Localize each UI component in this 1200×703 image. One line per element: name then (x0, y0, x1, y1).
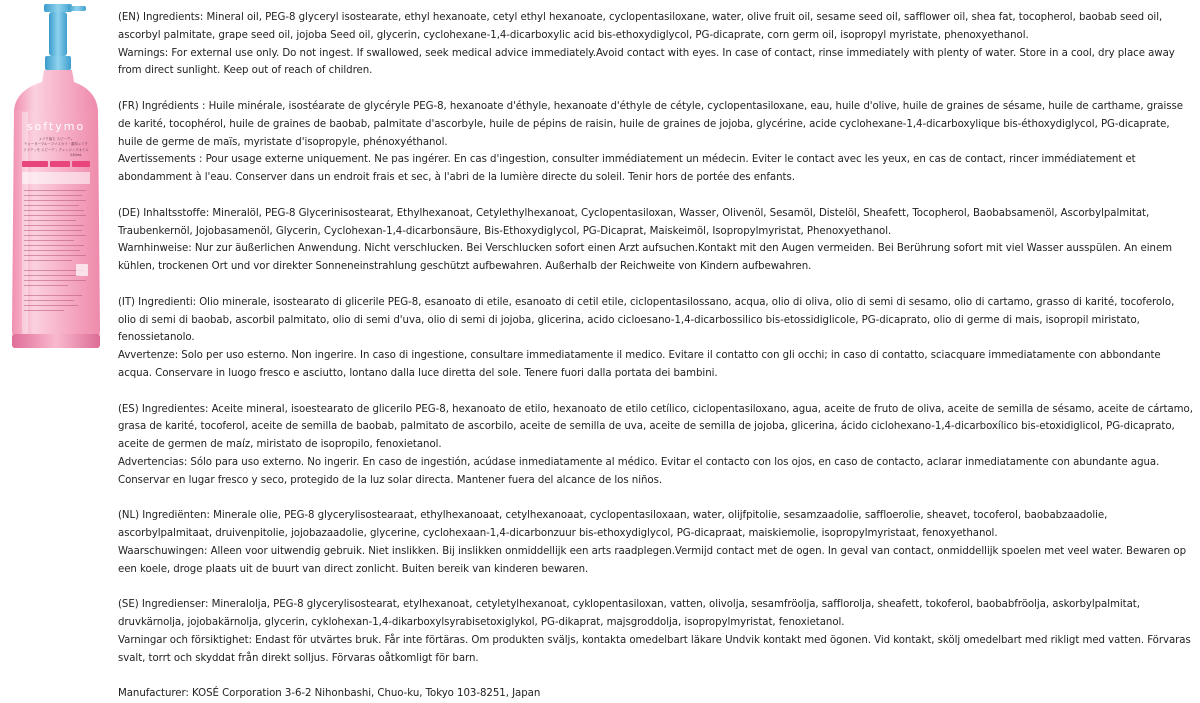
ingredients-en: (EN) Ingredients: Mineral oil, PEG-8 glyceryl isostearate, ethyl hexanoate, cetyl ethyl hexanoate, cyclopentasiloxane, water, olive fruit oil, sesame seed oil, safflower oil, shea fat, tocopherol, baobab seed oil, ascorbyl palmitate, grape seed oil, jojoba Seed oil, glycerin, cyclohexane-1,4-dicarboxylic acid bis-ethoxydiglycol, PG-dicaprate, corn germ oil, isopropyl myristate, phenoxyethanol. (118, 12, 1163, 41)
warnings-nl: Waarschuwingen: Alleen voor uitwendig gebruik. Niet inslikken. Bij inslikken onmiddellijk een arts raadplegen.Vermijd contact met de ogen. In geval van contact, onmiddellijk spoelen met veel water. Bewaren op een koele, droge plaats uit de buurt van direct zonlicht. Buiten bereik van kinderen bewaren. (118, 545, 1187, 575)
label-jp-line-3: ソフティモ スピーディ クレンジングオイル (23, 148, 89, 152)
product-info-text (118, 9, 1194, 703)
ingredients-de: (DE) Inhaltsstoffe: Mineralöl, PEG-8 Glycerinisostearat, Ethylhexanoat, Cetylethylhexanoat, Cyclopentasiloxan, Wasser, Olivenöl, Sesamöl, Distelöl, Sheafett, Tocopherol, Baobabsamenöl, Ascorbylpalmitat, Traubenkernöl, Jojobasamenöl, Glycerin, Cyclohexan-1,4-dicarbonsäure, Bis-Ethoxydiglycol, PG-Dicaprat, Maiskeimöl, Isopropylmyristat, Phenoxyethanol. (118, 207, 1150, 237)
bottle-shoulder (14, 70, 98, 110)
section-de (118, 205, 1194, 276)
ingredients-es: (ES) Ingredientes: Aceite mineral, isoestearato de glicerilo PEG-8, hexanoato de etilo, hexanoato de etilo cetílico, ciclopentasiloxano, agua, aceite de fruto de oliva, aceite de semilla de sésamo, aceite de cártamo, grasa de karité, tocoferol, aceite de semilla de baobab, palmitato de ascorbilo, aceite de semilla de uva, aceite de semilla de jojoba, glicerina, ácido ciclohexano-1,4-dicarboxílico bis-etoxidiglicol, PG-dicaprato, aceite de germen de maíz, miristato de isopropilo, fenoxietanol. (118, 403, 1193, 451)
ingredients-nl: (NL) Ingrediënten: Minerale olie, PEG-8 glycerylisostearaat, ethylhexanoaat, cetylhexanoaat, cyclopentasiloxaan, water, olijfpitolie, sesamzaadolie, saffloerolie, sheavet, tocoferol, baobabzaadolie, ascorbylpalmitaat, druivenpitolie, jojobazaadolie, glycerine, cyclohexaan-1,4-dicarbonzuur bis-ethoxydiglycol, PG-dicapraat, maiskiemolie, isopropylmyristaat, fenoxyethanol. (118, 510, 1108, 540)
section-nl (118, 507, 1194, 578)
manufacturer-info: Manufacturer: KOSÉ Corporation 3-6-2 Nihonbashi, Chuo-ku, Tokyo 103-8251, Japan (118, 688, 541, 700)
warnings-de: Warnhinweise: Nur zur äußerlichen Anwendung. Nicht verschlucken. Bei Verschlucken sofort einen Arzt aufsuchen.Kontakt mit den Augen vermeiden. Bei Berührung sofort mit viel Wasser ausspülen. An einem kühlen, trockenen Ort und vor direkter Sonneneinstrahlung geschützt aufbewahren. Außerhalb der Reichweite von Kindern aufbewahren. (118, 243, 1173, 273)
section-it (118, 294, 1194, 383)
warnings-es: Advertencias: Sólo para uso externo. No ingerir. En caso de ingestión, acúdase inmediatamente al médico. Evitar el contacto con los ojos, en caso de contacto, aclarar inmediatamente con abundante agua. Conservar en lugar fresco y seco, protegido de la luz solar directa. Mantener fuera del alcance de los niños. (118, 456, 1160, 486)
section-es (118, 401, 1194, 490)
pump-head (44, 4, 86, 70)
product-bottle-image (0, 0, 110, 360)
warnings-it: Avvertenze: Solo per uso esterno. Non ingerire. In caso di ingestione, consultare immediatamente il medico. Evitare il contatto con gli occhi; in caso di contatto, sciacquare immediatamente con abbondante acqua. Conservare in luogo fresco e asciutto, lontano dalla luce diretta del sole. Tenere fuori dalla portata dei bambini. (118, 350, 1161, 379)
label-volume: 240mL (70, 153, 82, 157)
label-jp-line-1: メイク落ち スピーディ (38, 137, 74, 141)
bottle-cap-base (12, 334, 100, 348)
ingredients-it: (IT) Ingredienti: Olio minerale, isostearato di glicerile PEG-8, esanoato di etile, esanoato di cetil etile, ciclopentasilossano, acqua, olio di oliva, olio di semi di sesamo, olio di cartamo, grasso di karité, tocoferolo, olio di semi di baobab, ascorbil palmitato, olio di semi d'uva, olio di semi di jojoba, glicerina, acido cicloesano-1,4-dicarbossilico bis-etossidiglicole, PG-dicaprato, olio di germe di mais, isopropil miristato, fenossietanolo. (118, 296, 1175, 344)
ingredients-se: (SE) Ingredienser: Mineralolja, PEG-8 glycerylisostearat, etylhexanoat, cetyletylhexanoat, cyklopentasiloxan, vatten, olivolja, sesamfröolja, safflorolja, sheafett, tokoferol, baobabfröolja, askorbylpalmitat, druvkärnolja, jojobakärnolja, glycerin, cyklohexan-1,4-dikarboxylsyrabisetoxiglykol, PG-dikaprat, majsgroddolja, isopropylmyristat, fenoxietanol. (118, 599, 1140, 629)
brand-logo: softymo (26, 120, 86, 133)
label-jp-line-2: ウォータープルーフマスカラ・濃厚メイク (24, 142, 88, 146)
section-en (118, 9, 1194, 80)
ingredients-fr: (FR) Ingrédients : Huile minérale, isostéarate de glycéryle PEG-8, hexanoate d'éthyle, hexanoate d'éthyle de cétyle, cyclopentasiloxane, eau, huile d'olive, huile de graines de sésame, huile de carthame, graisse de karité, tocophérol, huile de graines de baobab, palmitate d'ascorbyle, huile de pépins de raisin, huile de graines de jojoba, glycérine, acide cyclohexane-1,4-dicarboxylique bis-éthoxydiglycol, PG-dicaprate, huile de germe de maïs, myristate d'isopropyle, phénoxyéthanol. (118, 100, 1183, 148)
section-se (118, 596, 1194, 667)
warnings-fr: Avertissements : Pour usage externe uniquement. Ne pas ingérer. En cas d'ingestion, consulter immédiatement un médecin. Eviter le contact avec les yeux, en cas de contact, rincer immédiatement et abondamment à l'eau. Conserver dans un endroit frais et sec, à l'abri de la lumière directe du soleil. Tenir hors de portée des enfants. (118, 154, 1136, 184)
warnings-en: Warnings: For external use only. Do not ingest. If swallowed, seek medical advice immediately.Avoid contact with eyes. In case of contact, rinse immediately with plenty of water. Store in a cool, dry place away from direct sunlight. Keep out of reach of children. (118, 47, 1175, 77)
recycle-mark-icon (76, 264, 88, 276)
warnings-se: Varningar och försiktighet: Endast för utvärtes bruk. Får inte förtäras. Om produkten sväljs, kontakta omedelbart läkare Undvik kontakt med ögonen. Vid kontakt, skölj omedelbart med rikligt med vatten. Förvaras svalt, torrt och skyddat från direkt solljus. Förvaras oåtkomligt för barn. (118, 634, 1191, 664)
section-fr (118, 98, 1194, 187)
